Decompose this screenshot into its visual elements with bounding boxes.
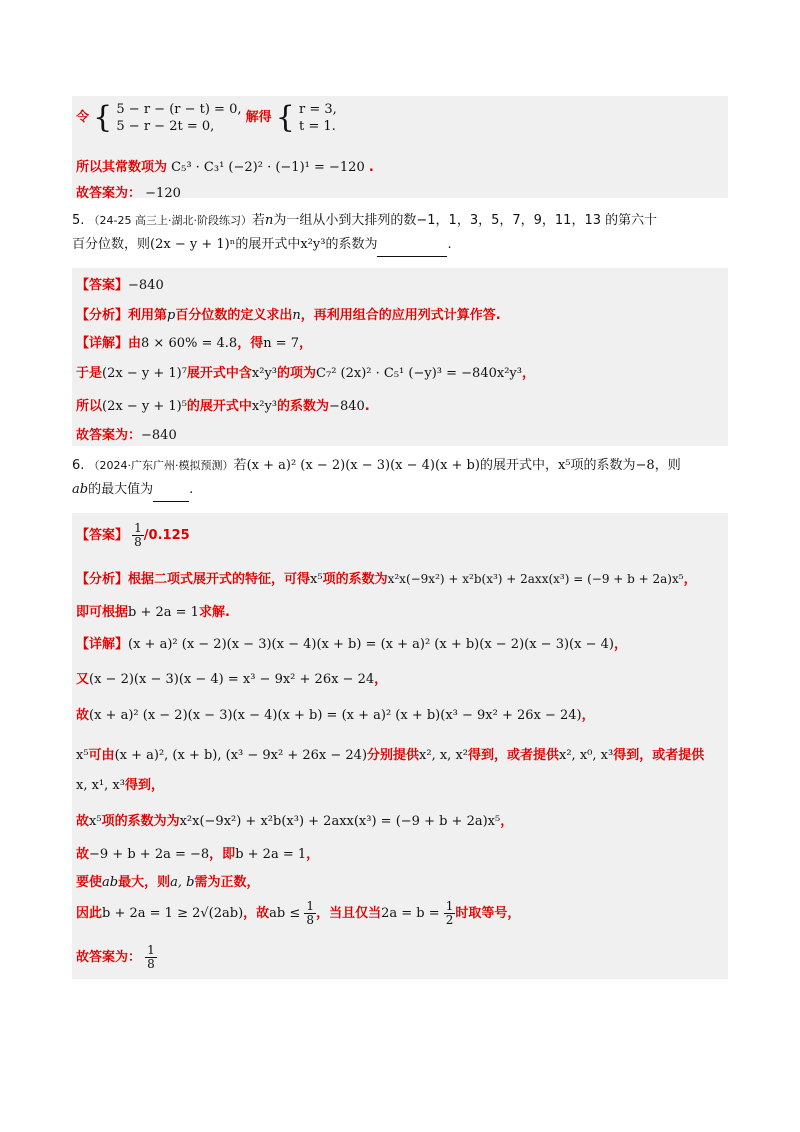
question-number: 5. bbox=[72, 213, 85, 228]
prev-system-line bbox=[76, 100, 337, 135]
detail-text: ，得 bbox=[237, 336, 264, 351]
gu-prefix: 故 bbox=[76, 847, 90, 862]
a6-yinci-line bbox=[76, 900, 520, 927]
fraction-numerator: 1 bbox=[306, 899, 315, 913]
a6-gu1-line bbox=[76, 704, 595, 723]
x5-math: (x + a)², (x + b), (x³ − 9x² + 26x − 24) bbox=[114, 748, 368, 763]
yaoshi-text: 最大，则 bbox=[118, 875, 171, 890]
q5-text4: 的展开式中 bbox=[235, 237, 301, 252]
yushi-end: ， bbox=[521, 366, 535, 381]
q6-text4: ，则 bbox=[654, 458, 681, 473]
yushi-term: x²y³ bbox=[251, 366, 278, 381]
analysis-tag: 【分析】 bbox=[76, 572, 129, 587]
yinci-eq: 2a = b = bbox=[381, 906, 440, 921]
question-number: 6. bbox=[72, 458, 85, 473]
a5-yushi-line bbox=[76, 362, 535, 381]
final-value: −840 bbox=[141, 428, 177, 443]
a6-yaoshi-line bbox=[76, 871, 259, 890]
x5-text: 得到，或者提供 bbox=[468, 748, 560, 763]
fraction-numerator: 1 bbox=[445, 899, 454, 913]
q6-text3: 项的系数为 bbox=[570, 458, 636, 473]
yaoshi-ab: ab bbox=[102, 875, 119, 890]
fraction-denominator: 8 bbox=[134, 535, 142, 549]
analysis-p: p bbox=[167, 308, 176, 323]
analysis-tag: 【分析】 bbox=[76, 308, 129, 323]
x5-math: x², x⁰, x³ bbox=[559, 748, 614, 763]
question-6 bbox=[72, 454, 728, 502]
analysis-text: 百分位数的定义求出 bbox=[175, 308, 293, 323]
you-end: ， bbox=[374, 672, 388, 687]
yushi-math: C₇² (2x)² · C₅¹ (−y)³ = −840x²y³ bbox=[316, 366, 522, 381]
detail-end: ， bbox=[613, 637, 627, 652]
analysis-term: x⁵ bbox=[310, 572, 323, 587]
answer-blank bbox=[377, 242, 447, 257]
solution-row-1: r = 3, bbox=[299, 101, 337, 117]
q6-term: x⁵ bbox=[557, 458, 571, 473]
yinci-prefix: 因此 bbox=[76, 906, 103, 921]
gu-end: ， bbox=[306, 847, 320, 862]
system-row-2: 5 − r − 2t = 0, bbox=[116, 118, 215, 134]
analysis-text: 根据二项式展开式的特征，可得 bbox=[128, 572, 311, 587]
a6-detail-line bbox=[76, 633, 627, 652]
a6-final-line bbox=[76, 944, 157, 971]
fraction-denominator: 8 bbox=[306, 913, 315, 927]
yinci-math: b + 2a = 1 ≥ 2√(2ab) bbox=[102, 906, 244, 921]
a5-detail-line bbox=[76, 332, 312, 351]
yushi-mid: 展开式中含 bbox=[186, 366, 252, 381]
gu-math: x²x(−9x²) + x²b(x³) + 2axx(x³) = (−9 + b + 2a)x⁵ bbox=[179, 814, 501, 829]
detail-tag: 【详解】 bbox=[76, 336, 129, 351]
analysis-end: ， bbox=[683, 572, 697, 587]
yinci-text: 时取等号， bbox=[455, 906, 521, 921]
system-equations bbox=[116, 101, 241, 135]
ling-label: 令 bbox=[76, 110, 90, 125]
yinci-text: ，当且仅当 bbox=[316, 906, 382, 921]
analysis-text: 求解. bbox=[198, 605, 230, 620]
suoyi-val: −840 bbox=[329, 399, 365, 414]
constant-suffix: . bbox=[368, 160, 374, 175]
question-5 bbox=[72, 209, 728, 257]
gu-math: −9 + b + 2a = −8 bbox=[89, 847, 210, 862]
yinci-fraction bbox=[304, 900, 316, 927]
q5-text3: 百分位数，则 bbox=[72, 237, 151, 252]
constant-math: C₅³ · C₃¹ (−2)² · (−1)¹ = −120 bbox=[171, 160, 365, 175]
detail-tag: 【详解】 bbox=[76, 637, 129, 652]
suoyi-mid2: 的系数为 bbox=[277, 399, 330, 414]
analysis-text: 利用第 bbox=[128, 308, 168, 323]
constant-prefix: 所以其常数项为 bbox=[76, 160, 168, 175]
yinci-ab: ab ≤ bbox=[269, 906, 301, 921]
analysis-text: 即可根据 bbox=[76, 605, 129, 620]
prev-final-answer bbox=[76, 182, 181, 201]
analysis-n: n bbox=[292, 308, 301, 323]
gu-end: ， bbox=[500, 814, 514, 829]
a5-suoyi-line bbox=[76, 395, 370, 414]
system-row-1: 5 − r − (r − t) = 0, bbox=[116, 101, 242, 117]
detail-text: ， bbox=[299, 336, 313, 351]
suoyi-term: x²y³ bbox=[251, 399, 278, 414]
answer-5-block bbox=[72, 268, 728, 446]
a6-gu3-line bbox=[76, 843, 319, 862]
q5-end: . bbox=[447, 237, 452, 252]
jiede-label: 解得 bbox=[245, 110, 272, 125]
yushi-mid2: 的项为 bbox=[277, 366, 317, 381]
a6-analysis-line bbox=[76, 568, 697, 587]
analysis-math: b + 2a = 1 bbox=[128, 605, 199, 620]
q6-expr: (x + a)² (x − 2)(x − 3)(x − 4)(x + b) bbox=[246, 458, 480, 473]
solution-row-2: t = 1. bbox=[299, 118, 336, 134]
x5-text: 得到，或者提供 bbox=[613, 748, 705, 763]
q6-ab: ab bbox=[72, 482, 89, 497]
q5-text5: 的系数为 bbox=[325, 237, 378, 252]
q5-text1: 若 bbox=[252, 213, 266, 228]
final-fraction bbox=[145, 944, 157, 971]
x5-text: 得到， bbox=[124, 778, 164, 793]
analysis-text: ，再利用组合的应用列式计算作答. bbox=[300, 308, 501, 323]
q5-text2: 为一组从小到大排列的数−1，1，3，5，7，9，11，13 的第六十 bbox=[273, 213, 658, 228]
x5-math: x, x¹, x³ bbox=[76, 778, 125, 793]
you-math: (x − 2)(x − 3)(x − 4) = x³ − 9x² + 26x − 24 bbox=[89, 672, 375, 687]
q5-expr: (2x − y + 1)ⁿ bbox=[150, 237, 236, 252]
answer-tag: 【答案】 bbox=[76, 278, 129, 293]
q6-coef: −8 bbox=[635, 458, 655, 473]
x5-text: 分别提供 bbox=[367, 748, 420, 763]
answer-alt: /0.125 bbox=[143, 528, 190, 543]
detail-math: (x + a)² (x − 2)(x − 3)(x − 4)(x + b) = (x + a)² (x + b)(x − 2)(x − 3)(x − 4) bbox=[128, 637, 614, 652]
answer-tag: 【答案】 bbox=[76, 528, 129, 543]
yushi-prefix: 于是 bbox=[76, 366, 103, 381]
fraction-numerator: 1 bbox=[147, 943, 155, 957]
gu-end: ， bbox=[581, 708, 595, 723]
yushi-expr: (2x − y + 1)⁷ bbox=[102, 366, 187, 381]
fraction-denominator: 8 bbox=[147, 957, 155, 971]
yinci-fraction bbox=[444, 900, 456, 927]
q6-line2-text: 的最大值为 bbox=[88, 482, 154, 497]
analysis-text: 项的系数为 bbox=[322, 572, 388, 587]
gu-math: (x + a)² (x − 2)(x − 3)(x − 4)(x + b) = (x + a)² (x + b)(x³ − 9x² + 26x − 24) bbox=[89, 708, 582, 723]
question-source: （24-25 高三上·湖北·阶段练习） bbox=[88, 214, 252, 227]
answer-value: −840 bbox=[128, 278, 164, 293]
gu-prefix: 故 bbox=[76, 814, 90, 829]
final-value: −120 bbox=[145, 186, 181, 201]
x5-term: x⁵ bbox=[76, 748, 89, 763]
q5-n: n bbox=[265, 213, 274, 228]
gu-math: b + 2a = 1 bbox=[235, 847, 307, 862]
q6-end: . bbox=[189, 482, 194, 497]
gu-text: ，即 bbox=[209, 847, 236, 862]
gu-term: x⁵ bbox=[89, 814, 102, 829]
yaoshi-text: 需为正数， bbox=[194, 875, 260, 890]
a5-final-line bbox=[76, 424, 177, 443]
suoyi-mid: 的展开式中 bbox=[186, 399, 252, 414]
yaoshi-text: 要使 bbox=[76, 875, 103, 890]
final-label: 故答案为： bbox=[76, 428, 142, 443]
a6-x5-line bbox=[76, 744, 704, 763]
suoyi-prefix: 所以 bbox=[76, 399, 103, 414]
a6-x5-line2 bbox=[76, 774, 164, 793]
a6-you-line bbox=[76, 668, 387, 687]
a5-answer-line bbox=[76, 274, 164, 293]
a6-analysis-line2 bbox=[76, 601, 230, 620]
detail-text: 由 bbox=[128, 336, 142, 351]
yinci-text: ，故 bbox=[243, 906, 270, 921]
q5-term: x²y³ bbox=[300, 237, 326, 252]
x5-math: x², x, x² bbox=[419, 748, 468, 763]
suoyi-expr: (2x − y + 1)⁵ bbox=[102, 399, 187, 414]
a5-analysis-line bbox=[76, 304, 501, 323]
left-brace: { bbox=[275, 100, 295, 135]
system-solution bbox=[299, 101, 337, 135]
q6-text2: 的展开式中， bbox=[479, 458, 558, 473]
gu-prefix: 故 bbox=[76, 708, 90, 723]
final-label: 故答案为： bbox=[76, 950, 142, 965]
detail-math: n = 7 bbox=[263, 336, 300, 351]
final-label: 故答案为： bbox=[76, 186, 142, 201]
answer-blank bbox=[153, 487, 189, 502]
q6-text1: 若 bbox=[233, 458, 247, 473]
fraction-numerator: 1 bbox=[134, 521, 142, 535]
answer-fraction bbox=[132, 522, 144, 549]
suoyi-end: . bbox=[364, 399, 370, 414]
detail-math: 8 × 60% = 4.8 bbox=[141, 336, 238, 351]
left-brace: { bbox=[93, 100, 113, 135]
you-prefix: 又 bbox=[76, 672, 90, 687]
a6-gu2-line bbox=[76, 810, 513, 829]
a6-answer-line bbox=[76, 522, 190, 549]
yaoshi-vars: a, b bbox=[170, 875, 195, 890]
analysis-math: x²x(−9x²) + x²b(x³) + 2axx(x³) = (−9 + b + 2a)x⁵ bbox=[387, 572, 684, 586]
question-source: （2024·广东广州·模拟预测） bbox=[88, 459, 234, 472]
gu-text: 项的系数为为 bbox=[101, 814, 180, 829]
prev-constant-line bbox=[76, 156, 374, 175]
x5-text: 可由 bbox=[88, 748, 115, 763]
fraction-denominator: 2 bbox=[445, 913, 454, 927]
